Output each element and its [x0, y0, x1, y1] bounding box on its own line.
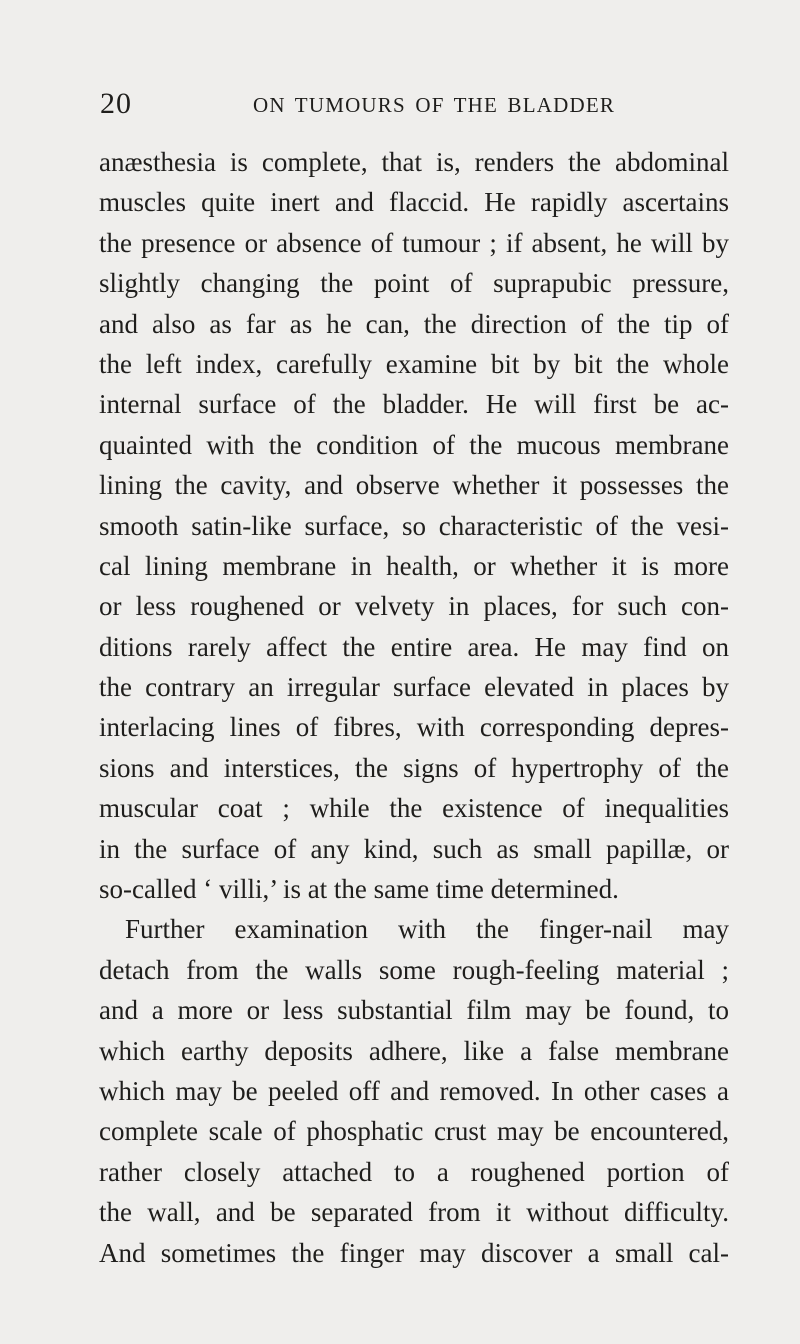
page-number: 20	[100, 87, 132, 120]
text-line: or less roughened or velvety in places, for such con-	[99, 591, 729, 622]
text-line: the contrary an irregular surface elevated in places by	[99, 672, 729, 703]
text-line: which earthy deposits adhere, like a false membrane	[99, 1035, 729, 1066]
running-title: ON TUMOURS OF THE BLADDER	[253, 93, 616, 117]
text-line: sions and interstices, the signs of hypertrophy of the	[99, 752, 729, 783]
text-line: internal surface of the bladder. He will first be ac-	[99, 389, 729, 420]
text-line: detach from the walls some rough-feeling material ;	[99, 954, 729, 985]
text-line: in the surface of any kind, such as small papillæ, or	[99, 833, 729, 864]
running-head	[0, 86, 800, 122]
text-line: muscles quite inert and flaccid. He rapidly ascertains	[99, 187, 729, 218]
text-line: and also as far as he can, the direction of the tip of	[99, 308, 729, 339]
text-line: interlacing lines of fibres, with corresponding depres-	[99, 712, 729, 743]
text-line: the wall, and be separated from it without difficulty.	[99, 1197, 729, 1228]
text-line: quainted with the condition of the mucous membrane	[99, 429, 729, 460]
text-line: the presence or absence of tumour ; if absent, he will by	[99, 227, 729, 258]
text-line: ditions rarely affect the entire area. He may find on	[99, 631, 729, 662]
body-text	[99, 142, 729, 1273]
text-line: slightly changing the point of suprapubic pressure,	[99, 268, 729, 299]
text-line: the left index, carefully examine bit by bit the whole	[99, 348, 729, 379]
text-line: And sometimes the finger may discover a small cal-	[99, 1237, 729, 1268]
text-line: lining the cavity, and observe whether it possesses the	[99, 470, 729, 501]
text-line: muscular coat ; while the existence of inequalities	[99, 793, 729, 824]
paragraph-end-line: so-called ‘ villi,’ is at the same time determined.	[99, 874, 619, 905]
paragraph-start-line: Further examination with the finger-nail may	[125, 914, 729, 945]
text-line: anæsthesia is complete, that is, renders the abdominal	[99, 147, 729, 177]
text-line: which may be peeled off and removed. In other cases a	[99, 1075, 729, 1106]
text-line: cal lining membrane in health, or whether it is more	[99, 550, 729, 581]
text-line: smooth satin-like surface, so characteristic of the vesi-	[99, 510, 729, 541]
text-line: and a more or less substantial film may be found, to	[99, 995, 729, 1026]
text-line: rather closely attached to a roughened portion of	[99, 1156, 729, 1187]
text-line: complete scale of phosphatic crust may be encountered,	[99, 1116, 729, 1147]
